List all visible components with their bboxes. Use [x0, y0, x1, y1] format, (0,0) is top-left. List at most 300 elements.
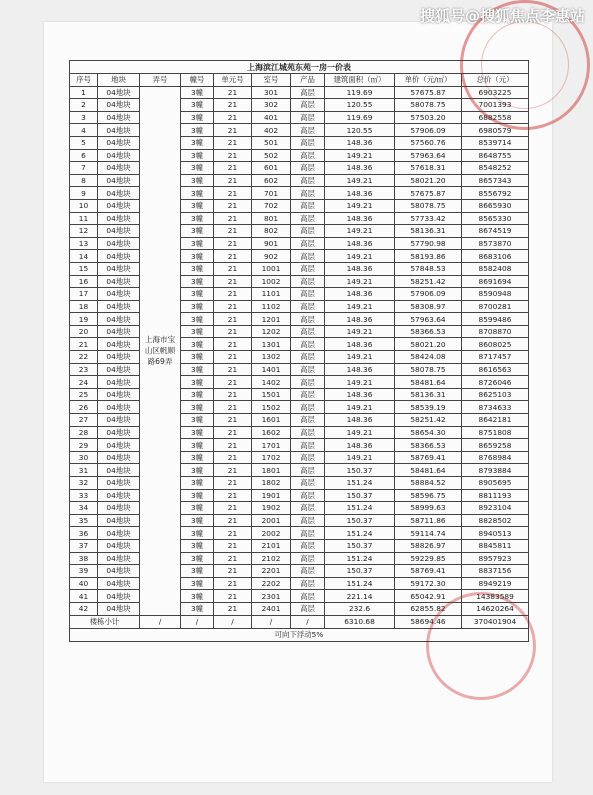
- unit-price-cell: 57790.98: [395, 237, 462, 250]
- table-row: [70, 388, 529, 401]
- unit-cell: 21: [214, 325, 252, 338]
- plot-cell: 04地块: [98, 414, 140, 427]
- unit-price-cell: 57503.20: [395, 111, 462, 124]
- product-cell: 高层: [291, 514, 325, 527]
- area-cell: 149.21: [325, 250, 395, 263]
- unit-price-cell: 59172.30: [395, 577, 462, 590]
- plot-cell: 04地块: [98, 86, 140, 99]
- area-cell: 151.24: [325, 477, 395, 490]
- plot-cell: 04地块: [98, 363, 140, 376]
- building-cell: 3幢: [181, 225, 214, 238]
- area-cell: 149.21: [325, 351, 395, 364]
- building-cell: 3幢: [181, 300, 214, 313]
- unit-cell: 21: [214, 527, 252, 540]
- area-cell: 119.69: [325, 111, 395, 124]
- footnote: 可向下浮动5%: [70, 628, 529, 641]
- seq-cell: 29: [70, 439, 98, 452]
- unit-cell: 21: [214, 388, 252, 401]
- seq-cell: 18: [70, 300, 98, 313]
- room-cell: 1502: [252, 401, 291, 414]
- room-cell: 602: [252, 174, 291, 187]
- table-row: [70, 187, 529, 200]
- unit-cell: 21: [214, 86, 252, 99]
- plot-cell: 04地块: [98, 590, 140, 603]
- room-cell: 2102: [252, 552, 291, 565]
- seq-cell: 33: [70, 489, 98, 502]
- area-cell: 148.36: [325, 338, 395, 351]
- table-row: [70, 552, 529, 565]
- room-cell: 1602: [252, 426, 291, 439]
- seq-cell: 28: [70, 426, 98, 439]
- room-cell: 1701: [252, 439, 291, 452]
- seq-cell: 34: [70, 502, 98, 515]
- unit-price-cell: 57618.31: [395, 162, 462, 175]
- product-cell: 高层: [291, 502, 325, 515]
- total-price-cell: 8751808: [462, 426, 529, 439]
- table-row: [70, 111, 529, 124]
- total-price-cell: 8691694: [462, 275, 529, 288]
- product-cell: 高层: [291, 288, 325, 301]
- room-cell: 1802: [252, 477, 291, 490]
- total-price-cell: 7001393: [462, 99, 529, 112]
- product-cell: 高层: [291, 388, 325, 401]
- subtotal-slash: /: [291, 615, 325, 628]
- room-cell: 501: [252, 136, 291, 149]
- area-cell: 151.24: [325, 552, 395, 565]
- plot-cell: 04地块: [98, 162, 140, 175]
- product-cell: 高层: [291, 401, 325, 414]
- table-row: [70, 502, 529, 515]
- table-row: [70, 426, 529, 439]
- plot-cell: 04地块: [98, 552, 140, 565]
- area-cell: 148.36: [325, 439, 395, 452]
- room-cell: 601: [252, 162, 291, 175]
- room-cell: 1301: [252, 338, 291, 351]
- area-cell: 149.21: [325, 174, 395, 187]
- unit-cell: 21: [214, 451, 252, 464]
- total-price-cell: 8949219: [462, 577, 529, 590]
- subtotal-row: [70, 615, 529, 628]
- building-cell: 3幢: [181, 464, 214, 477]
- product-cell: 高层: [291, 439, 325, 452]
- total-price-cell: 8565330: [462, 212, 529, 225]
- area-cell: 232.6: [325, 602, 395, 615]
- unit-price-cell: 57848.53: [395, 262, 462, 275]
- unit-price-cell: 62855.82: [395, 602, 462, 615]
- col-header: 幢号: [181, 74, 214, 87]
- room-cell: 1101: [252, 288, 291, 301]
- unit-price-cell: 58366.53: [395, 439, 462, 452]
- total-price-cell: 8665930: [462, 199, 529, 212]
- room-cell: 1402: [252, 376, 291, 389]
- area-cell: 150.37: [325, 514, 395, 527]
- col-header: 单价（元/㎡）: [395, 74, 462, 87]
- unit-cell: 21: [214, 111, 252, 124]
- header-row: [70, 74, 529, 87]
- room-cell: 901: [252, 237, 291, 250]
- building-cell: 3幢: [181, 174, 214, 187]
- room-cell: 702: [252, 199, 291, 212]
- product-cell: 高层: [291, 111, 325, 124]
- total-price-cell: 8845811: [462, 539, 529, 552]
- subtotal-label: 楼栋小计: [70, 615, 140, 628]
- table-row: [70, 313, 529, 326]
- area-cell: 149.21: [325, 199, 395, 212]
- table-row: [70, 250, 529, 263]
- seq-cell: 36: [70, 527, 98, 540]
- table-row: [70, 351, 529, 364]
- building-cell: 3幢: [181, 250, 214, 263]
- building-cell: 3幢: [181, 388, 214, 401]
- total-price-cell: 6882558: [462, 111, 529, 124]
- product-cell: 高层: [291, 451, 325, 464]
- area-cell: 150.37: [325, 565, 395, 578]
- seq-cell: 4: [70, 124, 98, 137]
- room-cell: 2001: [252, 514, 291, 527]
- unit-cell: 21: [214, 199, 252, 212]
- building-cell: 3幢: [181, 602, 214, 615]
- unit-price-cell: 58021.20: [395, 174, 462, 187]
- unit-cell: 21: [214, 565, 252, 578]
- room-cell: 401: [252, 111, 291, 124]
- plot-cell: 04地块: [98, 502, 140, 515]
- unit-price-cell: 57906.09: [395, 288, 462, 301]
- table-row: [70, 376, 529, 389]
- unit-price-cell: 57560.76: [395, 136, 462, 149]
- address-cell: 上海市宝山区帆顺路69弄: [140, 86, 181, 615]
- unit-price-cell: 58078.75: [395, 199, 462, 212]
- seq-cell: 32: [70, 477, 98, 490]
- product-cell: 高层: [291, 426, 325, 439]
- table-row: [70, 464, 529, 477]
- unit-cell: 21: [214, 250, 252, 263]
- subtotal-slash: /: [214, 615, 252, 628]
- plot-cell: 04地块: [98, 401, 140, 414]
- total-price-cell: 8708870: [462, 325, 529, 338]
- plot-cell: 04地块: [98, 527, 140, 540]
- plot-cell: 04地块: [98, 313, 140, 326]
- room-cell: 701: [252, 187, 291, 200]
- unit-cell: 21: [214, 338, 252, 351]
- building-cell: 3幢: [181, 414, 214, 427]
- room-cell: 402: [252, 124, 291, 137]
- unit-price-cell: 58999.63: [395, 502, 462, 515]
- room-cell: 2002: [252, 527, 291, 540]
- unit-cell: 21: [214, 602, 252, 615]
- total-price-cell: 8582408: [462, 262, 529, 275]
- total-price-cell: 8940513: [462, 527, 529, 540]
- seq-cell: 21: [70, 338, 98, 351]
- area-cell: 149.21: [325, 300, 395, 313]
- product-cell: 高层: [291, 464, 325, 477]
- plot-cell: 04地块: [98, 514, 140, 527]
- room-cell: 1001: [252, 262, 291, 275]
- seq-cell: 14: [70, 250, 98, 263]
- total-price-cell: 8828502: [462, 514, 529, 527]
- area-cell: 120.55: [325, 124, 395, 137]
- product-cell: 高层: [291, 187, 325, 200]
- unit-cell: 21: [214, 212, 252, 225]
- seq-cell: 41: [70, 590, 98, 603]
- area-cell: 149.21: [325, 149, 395, 162]
- seq-cell: 26: [70, 401, 98, 414]
- col-header: 地块: [98, 74, 140, 87]
- product-cell: 高层: [291, 162, 325, 175]
- building-cell: 3幢: [181, 502, 214, 515]
- unit-price-cell: 58136.31: [395, 225, 462, 238]
- seq-cell: 37: [70, 539, 98, 552]
- table-row: [70, 99, 529, 112]
- unit-price-cell: 58711.86: [395, 514, 462, 527]
- table-row: [70, 489, 529, 502]
- area-cell: 150.37: [325, 489, 395, 502]
- table-title: 上海滨江城苑东苑一房一价表: [70, 61, 529, 74]
- unit-price-cell: 65042.91: [395, 590, 462, 603]
- plot-cell: 04地块: [98, 351, 140, 364]
- subtotal-slash: /: [181, 615, 214, 628]
- seq-cell: 22: [70, 351, 98, 364]
- plot-cell: 04地块: [98, 174, 140, 187]
- plot-cell: 04地块: [98, 99, 140, 112]
- seq-cell: 17: [70, 288, 98, 301]
- room-cell: 2101: [252, 539, 291, 552]
- product-cell: 高层: [291, 565, 325, 578]
- room-cell: 1002: [252, 275, 291, 288]
- product-cell: 高层: [291, 174, 325, 187]
- unit-cell: 21: [214, 149, 252, 162]
- unit-price-cell: 58078.75: [395, 363, 462, 376]
- room-cell: 2201: [252, 565, 291, 578]
- product-cell: 高层: [291, 602, 325, 615]
- table-row: [70, 237, 529, 250]
- building-cell: 3幢: [181, 539, 214, 552]
- unit-cell: 21: [214, 477, 252, 490]
- table-row: [70, 514, 529, 527]
- subtotal-slash: /: [140, 615, 181, 628]
- subtotal-slash: /: [252, 615, 291, 628]
- building-cell: 3幢: [181, 376, 214, 389]
- area-cell: 149.21: [325, 225, 395, 238]
- table-row: [70, 527, 529, 540]
- building-cell: 3幢: [181, 124, 214, 137]
- unit-price-cell: 57906.09: [395, 124, 462, 137]
- product-cell: 高层: [291, 86, 325, 99]
- room-cell: 801: [252, 212, 291, 225]
- unit-cell: 21: [214, 502, 252, 515]
- total-price-cell: 8608025: [462, 338, 529, 351]
- table-row: [70, 414, 529, 427]
- building-cell: 3幢: [181, 439, 214, 452]
- area-cell: 149.21: [325, 451, 395, 464]
- building-cell: 3幢: [181, 426, 214, 439]
- area-cell: 119.69: [325, 86, 395, 99]
- col-header: 建筑面积（㎡）: [325, 74, 395, 87]
- building-cell: 3幢: [181, 401, 214, 414]
- col-header: 序号: [70, 74, 98, 87]
- plot-cell: 04地块: [98, 477, 140, 490]
- plot-cell: 04地块: [98, 451, 140, 464]
- area-cell: 149.21: [325, 376, 395, 389]
- subtotal-unit-price: 58694.46: [395, 615, 462, 628]
- plot-cell: 04地块: [98, 250, 140, 263]
- unit-price-cell: 58539.19: [395, 401, 462, 414]
- plot-cell: 04地块: [98, 124, 140, 137]
- seq-cell: 38: [70, 552, 98, 565]
- room-cell: 1201: [252, 313, 291, 326]
- product-cell: 高层: [291, 275, 325, 288]
- building-cell: 3幢: [181, 199, 214, 212]
- table-row: [70, 577, 529, 590]
- unit-cell: 21: [214, 552, 252, 565]
- table-row: [70, 225, 529, 238]
- table-row: [70, 149, 529, 162]
- area-cell: 120.55: [325, 99, 395, 112]
- unit-cell: 21: [214, 577, 252, 590]
- table-row: [70, 136, 529, 149]
- total-price-cell: 8625103: [462, 388, 529, 401]
- product-cell: 高层: [291, 577, 325, 590]
- seq-cell: 1: [70, 86, 98, 99]
- total-price-cell: 8923104: [462, 502, 529, 515]
- total-price-cell: 8548252: [462, 162, 529, 175]
- unit-cell: 21: [214, 590, 252, 603]
- total-price-cell: 8811193: [462, 489, 529, 502]
- room-cell: 1801: [252, 464, 291, 477]
- total-price-cell: 8837156: [462, 565, 529, 578]
- area-cell: 150.37: [325, 539, 395, 552]
- building-cell: 3幢: [181, 514, 214, 527]
- unit-cell: 21: [214, 288, 252, 301]
- table-row: [70, 565, 529, 578]
- product-cell: 高层: [291, 237, 325, 250]
- seq-cell: 16: [70, 275, 98, 288]
- room-cell: 902: [252, 250, 291, 263]
- plot-cell: 04地块: [98, 577, 140, 590]
- table-row: [70, 338, 529, 351]
- unit-price-cell: 58884.52: [395, 477, 462, 490]
- seq-cell: 25: [70, 388, 98, 401]
- building-cell: 3幢: [181, 552, 214, 565]
- seq-cell: 6: [70, 149, 98, 162]
- watermark: 搜狐号@搜狐焦点李惠站: [419, 7, 585, 25]
- total-price-cell: 8768984: [462, 451, 529, 464]
- building-cell: 3幢: [181, 187, 214, 200]
- table-row: [70, 199, 529, 212]
- unit-cell: 21: [214, 376, 252, 389]
- plot-cell: 04地块: [98, 111, 140, 124]
- unit-price-cell: 58251.42: [395, 414, 462, 427]
- table-row: [70, 590, 529, 603]
- product-cell: 高层: [291, 363, 325, 376]
- area-cell: 148.36: [325, 262, 395, 275]
- unit-cell: 21: [214, 162, 252, 175]
- unit-cell: 21: [214, 136, 252, 149]
- unit-price-cell: 58654.30: [395, 426, 462, 439]
- area-cell: 148.36: [325, 313, 395, 326]
- building-cell: 3幢: [181, 275, 214, 288]
- building-cell: 3幢: [181, 99, 214, 112]
- unit-cell: 21: [214, 426, 252, 439]
- seq-cell: 12: [70, 225, 98, 238]
- table-row: [70, 86, 529, 99]
- seq-cell: 35: [70, 514, 98, 527]
- total-price-cell: 8616563: [462, 363, 529, 376]
- building-cell: 3幢: [181, 565, 214, 578]
- area-cell: 151.24: [325, 527, 395, 540]
- seq-cell: 24: [70, 376, 98, 389]
- total-price-cell: 8599486: [462, 313, 529, 326]
- total-price-cell: 6903225: [462, 86, 529, 99]
- building-cell: 3幢: [181, 162, 214, 175]
- table-row: [70, 300, 529, 313]
- seq-cell: 7: [70, 162, 98, 175]
- table-row: [70, 275, 529, 288]
- seq-cell: 15: [70, 262, 98, 275]
- total-price-cell: 8674519: [462, 225, 529, 238]
- table-row: [70, 124, 529, 137]
- seq-cell: 9: [70, 187, 98, 200]
- area-cell: 149.21: [325, 426, 395, 439]
- table-row: [70, 539, 529, 552]
- plot-cell: 04地块: [98, 464, 140, 477]
- product-cell: 高层: [291, 124, 325, 137]
- unit-cell: 21: [214, 237, 252, 250]
- total-price-cell: 14383589: [462, 590, 529, 603]
- table-row: [70, 439, 529, 452]
- plot-cell: 04地块: [98, 388, 140, 401]
- total-price-cell: 8957923: [462, 552, 529, 565]
- total-price-cell: 8642181: [462, 414, 529, 427]
- col-header: 弄号: [140, 74, 181, 87]
- building-cell: 3幢: [181, 489, 214, 502]
- unit-cell: 21: [214, 351, 252, 364]
- unit-price-cell: 59114.74: [395, 527, 462, 540]
- seq-cell: 39: [70, 565, 98, 578]
- table-row: [70, 212, 529, 225]
- building-cell: 3幢: [181, 136, 214, 149]
- plot-cell: 04地块: [98, 602, 140, 615]
- area-cell: 148.36: [325, 187, 395, 200]
- unit-price-cell: 57963.64: [395, 313, 462, 326]
- product-cell: 高层: [291, 414, 325, 427]
- building-cell: 3幢: [181, 149, 214, 162]
- unit-cell: 21: [214, 174, 252, 187]
- total-price-cell: 8700281: [462, 300, 529, 313]
- plot-cell: 04地块: [98, 199, 140, 212]
- product-cell: 高层: [291, 212, 325, 225]
- col-header: 单元号: [214, 74, 252, 87]
- unit-price-cell: 58021.20: [395, 338, 462, 351]
- product-cell: 高层: [291, 313, 325, 326]
- unit-cell: 21: [214, 489, 252, 502]
- unit-price-cell: 58308.97: [395, 300, 462, 313]
- unit-cell: 21: [214, 401, 252, 414]
- seq-cell: 3: [70, 111, 98, 124]
- seq-cell: 19: [70, 313, 98, 326]
- product-cell: 高层: [291, 527, 325, 540]
- plot-cell: 04地块: [98, 212, 140, 225]
- col-header: 室号: [252, 74, 291, 87]
- room-cell: 1901: [252, 489, 291, 502]
- area-cell: 148.36: [325, 162, 395, 175]
- unit-cell: 21: [214, 464, 252, 477]
- room-cell: 802: [252, 225, 291, 238]
- product-cell: 高层: [291, 149, 325, 162]
- unit-cell: 21: [214, 539, 252, 552]
- seq-cell: 5: [70, 136, 98, 149]
- plot-cell: 04地块: [98, 262, 140, 275]
- product-cell: 高层: [291, 300, 325, 313]
